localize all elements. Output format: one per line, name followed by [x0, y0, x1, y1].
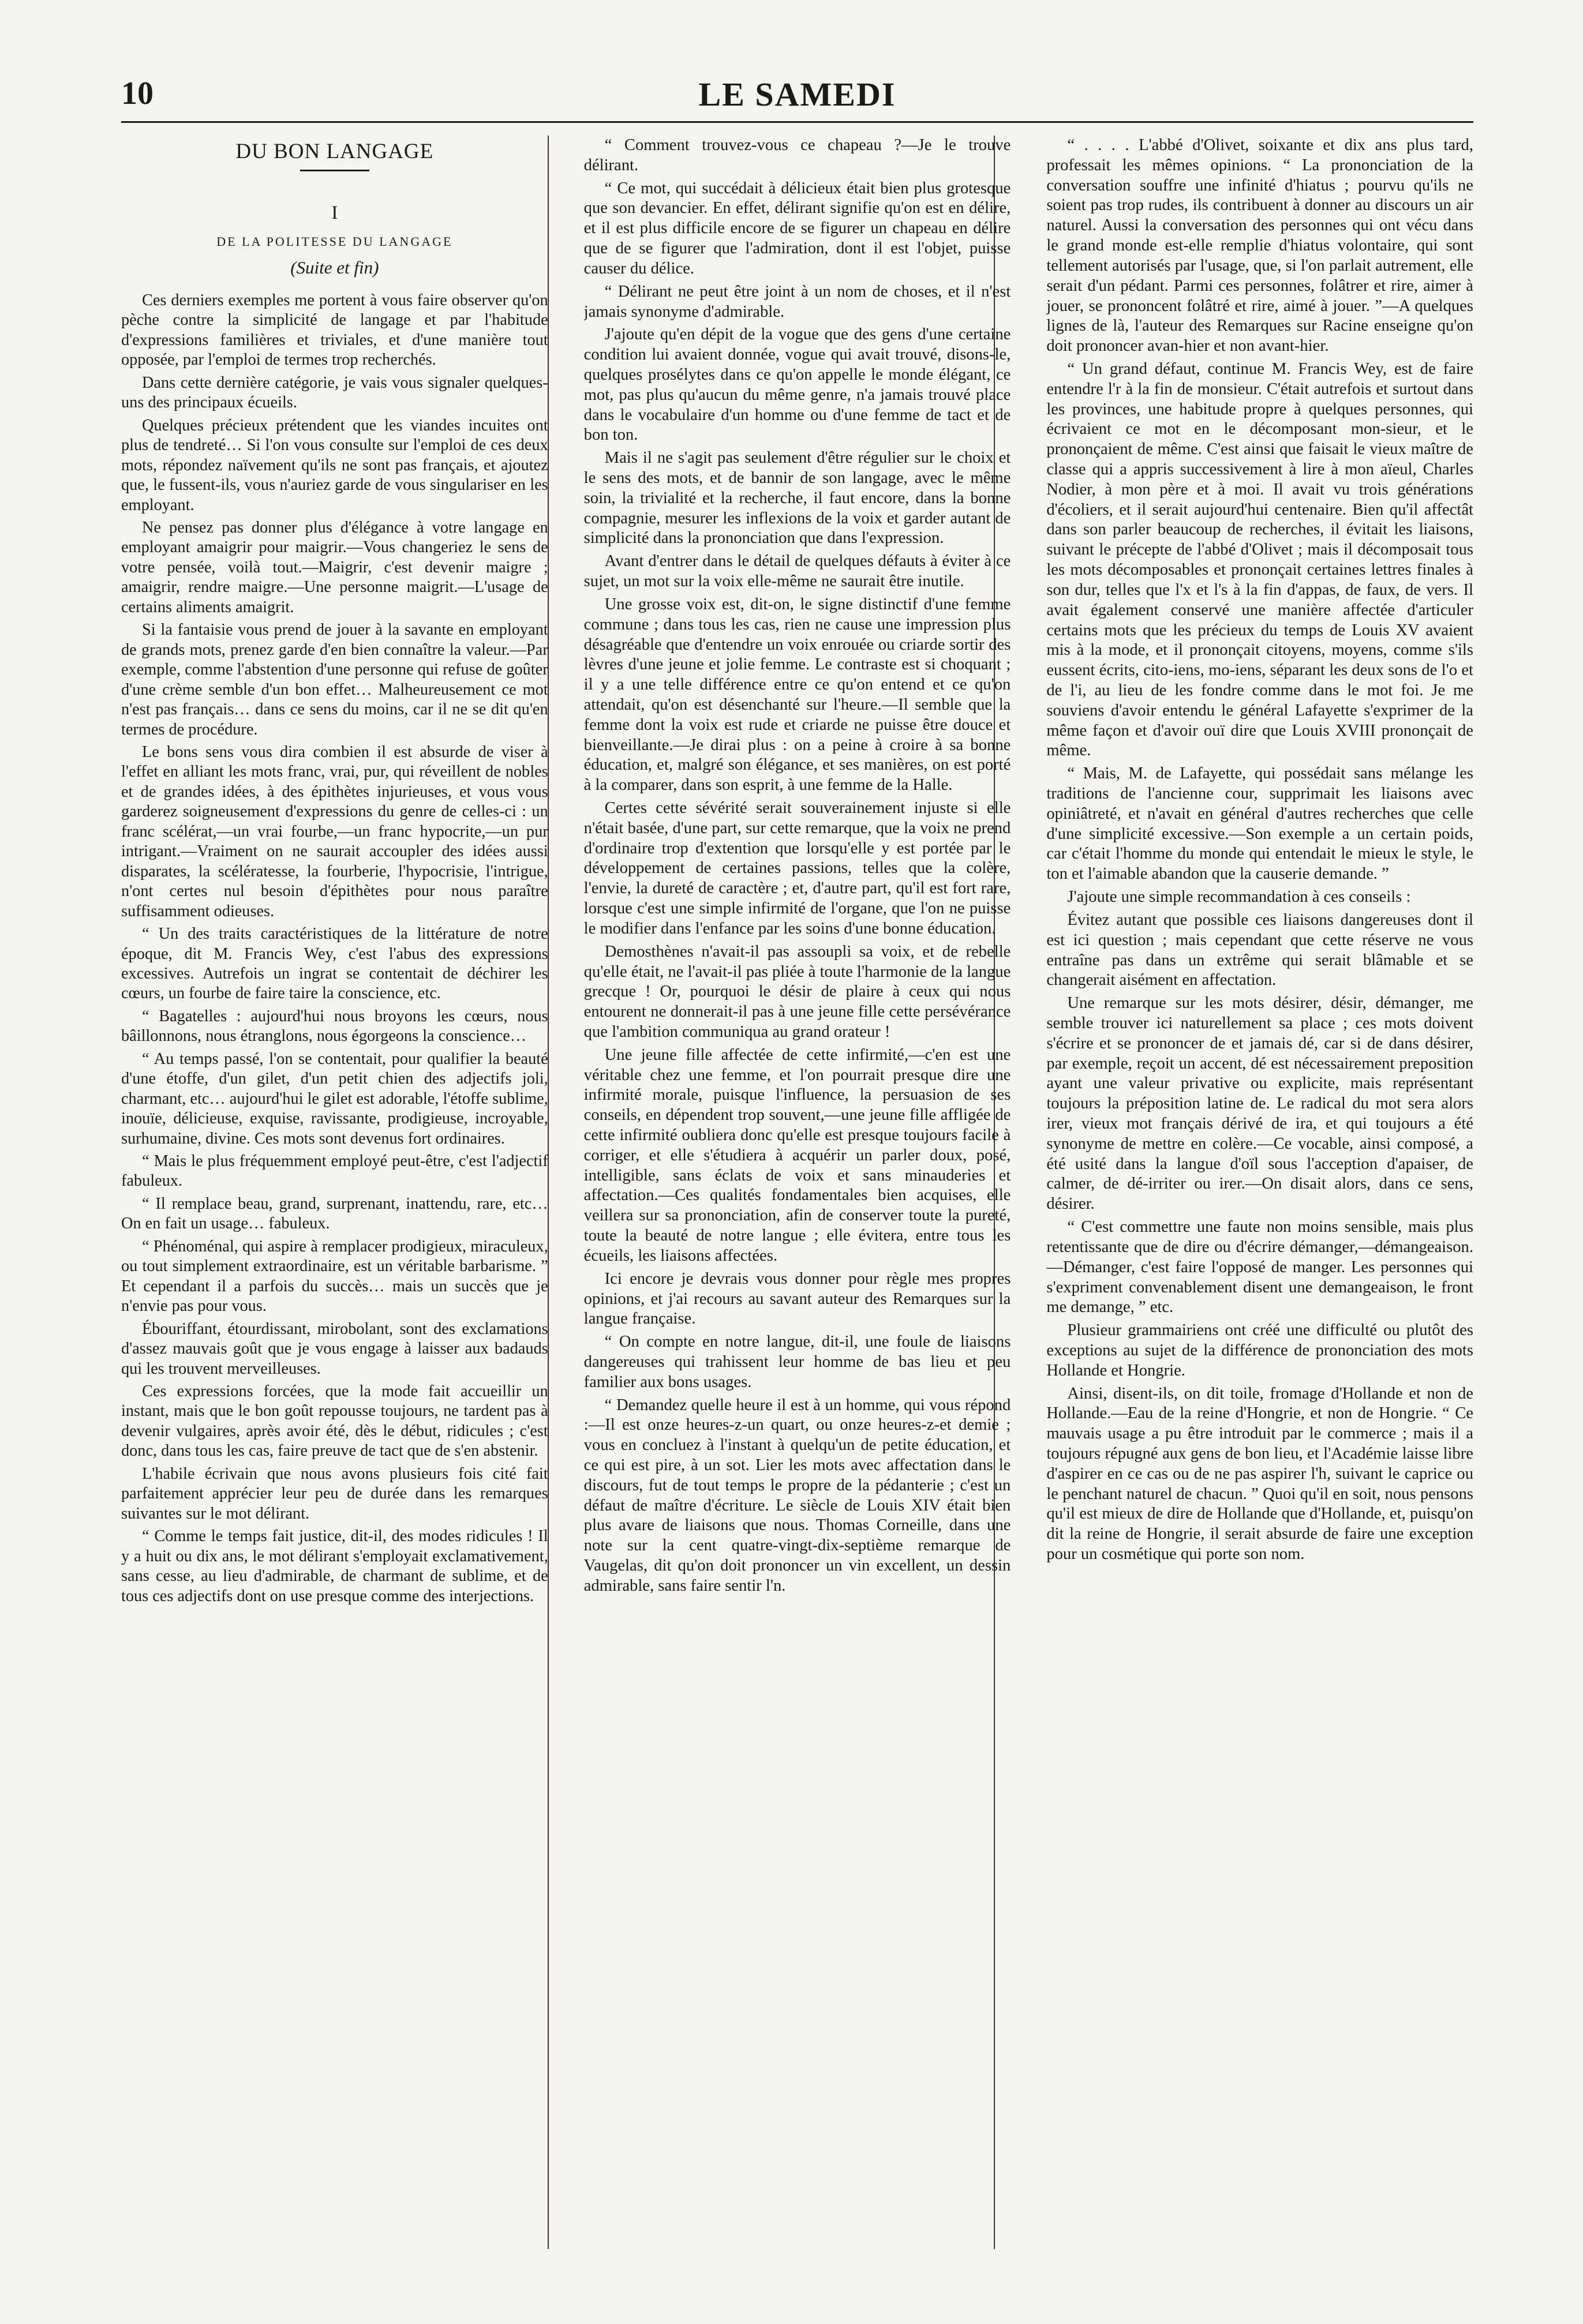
article-columns	[121, 136, 1473, 2249]
paragraph: Une jeune fille affectée de cette infirmité,—c'en est une véritable chez une femme, et l'on pourrait presque dire une infirmité morale, puisque l'influence, la persuasion de ses conseils, en dépendent trop souvent,—une jeune fille affligée de cette infirmité oubliera donc qu'elle est presque toujours facile à corriger, et elle s'étudiera à acquérir un parler doux, posé, intelligible, sans éclats de voix et sans minauderies et affectation.—Ces qualités fondamentales bien acquises, elle veillera sur sa prononciation, afin de conserver toute la pureté, toute la beauté de notre langue ; elle évitera, entre tous les écueils, les liaisons affectées.	[583, 1045, 1011, 1265]
paragraph: Le bons sens vous dira combien il est absurde de viser à l'effet en alliant les mots franc, vrai, pur, qui réveillent de nobles et de grandes idées, à des épithètes injurieuses, et vous vous garderez soigneusement d'expressions du genre de celles-ci : un franc scélérat,—un vrai fourbe,—un franc hypocrite,—un pur intrigant.—Vraiment on ne saurait accoupler des idées aussi disparates, la scélératesse, la fourberie, l'hypocrisie, l'intrigue, n'ont certes nul besoin d'épithètes pour nous paraître suffisamment odieuses.	[121, 743, 548, 920]
masthead: LE SAMEDI	[698, 76, 896, 113]
part-subtitle: (Suite et fin)	[290, 257, 379, 278]
paragraph: Quelques précieux prétendent que les viandes incuites ont plus de tendreté… Si l'on vous consulte sur l'emploi de ces deux mots, répondez naïvement qu'ils ne sont pas français, et ajoutez que, le fussent-ils, vous n'auriez garde de vous singulariser en les employant.	[121, 416, 548, 514]
paragraph: Ces derniers exemples me portent à vous faire observer qu'on pèche contre la simplicité de langage et par l'habitude d'expressions familières et triviales, et d'une manière tout opposée, par l'emploi de termes trop recherchés.	[121, 291, 548, 369]
paragraph: J'ajoute qu'en dépit de la vogue que des gens d'une certaine condition lui avaient donnée, vogue qui avait trouvé, disons-le, quelques prosélytes dans ce qu'on appelle le monde élégant, ce mot, pas plus qu'aucun du même genre, n'a jamais trouvé place dans le vocabulaire d'un homme ou d'une femme de tact et de bon ton.	[583, 325, 1011, 444]
part-title: DE LA POLITESSE DU LANGAGE	[216, 234, 453, 249]
paragraph: “ Mais le plus fréquemment employé peut-être, c'est l'adjectif fabuleux.	[121, 1152, 548, 1190]
paragraph: “ Phénoménal, qui aspire à remplacer prodigieux, miraculeux, ou tout simplement extraordinaire, est un véritable barbarisme. ” Et cependant il a parfois du succès… mais un succès que je n'envie pas pour vous.	[121, 1237, 548, 1315]
column-3	[1046, 136, 1473, 2249]
paragraph: “ Comment trouvez-vous ce chapeau ?—Je le trouve délirant.	[583, 136, 1011, 174]
paragraph: Si la fantaisie vous prend de jouer à la savante en employant de grands mots, prenez garde d'en bien connaître la valeur.—Par exemple, comme l'abstention d'une personne qui refuse de goûter d'une crème semble d'un bon effet… Malheureusement ce mot n'est pas français… dans ce sens du moins, car il ne se dit qu'en termes de procédure.	[121, 621, 548, 739]
paragraph: L'habile écrivain que nous avons plusieurs fois cité fait parfaitement apprécier leur peu de durée dans les remarques suivantes sur le mot délirant.	[121, 1464, 548, 1523]
paragraph: “ On compte en notre langue, dit-il, une foule de liaisons dangereuses qui trahissent leur homme de bas lieu et peu familier aux bons usages.	[583, 1333, 1011, 1391]
paragraph: “ Au temps passé, l'on se contentait, pour qualifier la beauté d'une étoffe, d'un gilet, d'un petit chien des adjectifs joli, charmant, etc… aujourd'hui le gilet est adorable, l'étoffe sublime, inouïe, délicieuse, exquise, ravissante, prodigieuse, incroyable, surhumaine, divine. Ces mots sont devenus fort ordinaires.	[121, 1049, 548, 1148]
paragraph: Demosthènes n'avait-il pas assoupli sa voix, et de rebelle qu'elle était, ne l'avait-il pas pliée à toute l'harmonie de la langue grecque ! Or, pourquoi le désir de plaire à ceux qui nous entourent ne donnerait-il pas à une jeune fille cette persévérance que l'ambition communiqua au grand orateur !	[583, 942, 1011, 1041]
column-2	[584, 136, 1011, 2249]
paragraph: Ces expressions forcées, que la mode fait accueillir un instant, mais que le bon goût repousse toujours, ne tardent pas à devenir vulgaires, après avoir été, dès le début, ridicules ; c'est donc, dans tous les cas, faire preuve de tact que de s'en abstenir.	[121, 1382, 548, 1460]
paragraph: “ Demandez quelle heure il est à un homme, qui vous répond :—Il est onze heures-z-un quart, ou onze heures-z-et demie ; vous en concluez à l'instant à quelqu'un de petite éducation, et ce qui est pire, à un sot. Lier les mots avec affectation dans le discours, fut de tout temps le propre de la pédanterie ; c'est un défaut de maître d'écriture. Le siècle de Louis XIV était bien plus avare de liaisons que nous. Thomas Corneille, dans une note sur la cent quatre-vingt-dix-septième remarque de Vaugelas, dit qu'on doit prononcer un vin excellent, un dessin admirable, sans faire sentir l'n.	[583, 1396, 1011, 1595]
paragraph: Une grosse voix est, dit-on, le signe distinctif d'une femme commune ; dans tous les cas, rien ne cause une impression plus désagréable que d'entendre un voix enrouée ou criarde sortir des lèvres d'une jeune et jolie femme. Le contraste est si choquant ; il y a une telle différence entre ce qu'on entend et ce qu'on attendait, qu'on est désenchanté sur l'heure.—Il semble que la femme dont la voix est rude et criarde ne puisse être douce et bienveillante.—Je dirai plus : on a peine à croire à sa bonne éducation, et, malgré son élégance, et ses manières, on est porté à la comparer, dans son esprit, à une femme de la Halle.	[583, 595, 1011, 794]
paragraph: “ Il remplace beau, grand, surprenant, inattendu, rare, etc… On en fait un usage… fabuleux.	[121, 1194, 548, 1233]
paragraph: Avant d'entrer dans le détail de quelques défauts à éviter à ce sujet, un mot sur la voix elle-même ne saurait être inutile.	[583, 552, 1011, 591]
paragraph: Plusieur grammairiens ont créé une difficulté ou plutôt des exceptions au sujet de la différence de prononciation des mots Hollande et Hongrie.	[1046, 1321, 1473, 1380]
paragraph: Ne pensez pas donner plus d'élégance à votre langage en employant amaigrir pour maigrir.—Vous changeriez le sens de votre pensée, voilà tout.—Maigrir, c'est devenir maigre ; amaigrir, rendre maigre.—Une personne maigrit.—L'usage de certains aliments amaigrit.	[121, 518, 548, 616]
page-number: 10	[121, 76, 154, 111]
paragraph: Dans cette dernière catégorie, je vais vous signaler quelques-uns des principaux écueils.	[121, 373, 548, 412]
paragraph: “ C'est commettre une faute non moins sensible, mais plus retentissante que de dire ou d'écrire démanger,—démangeaison.—Démanger, c'est faire l'opposé de manger. Les personnes qui s'expriment convenablement disent une demangeaison, le front me demange, ” etc.	[1046, 1218, 1473, 1317]
paragraph: “ Un grand défaut, continue M. Francis Wey, est de faire entendre l'r à la fin de monsieur. C'était autrefois et surtout dans les provinces, une habitude propre à quelques personnes, qui écrivaient ce mot en le décomposant mon-sieur, et le prononçaient de même. C'est ainsi que faisait le vieux maître de classe qui a appris successivement à lire à mon aïeul, Charles Nodier, à mon père et à moi. Il avait vu trois générations d'écoliers, et il serait aujourd'hui centenaire. Bien qu'il affectât dans son parler beaucoup de recherches, il évitait les liaisons, suivant le précepte de l'abbé d'Olivet ; mais il décomposait tous les mots décomposables et prononçait certaines lettres finales à son dur, telles que l'x et l's à la fin d'appas, de faux, de vers. Il avait également conservé une manière affectée d'articuler certains mots que les précieux du temps de Louis XV avaient mis à la mode, et il prononçait citoyens, moyens, comme s'ils eussent écrits, cito-iens, mo-iens, séparant les deux sons de l'o et de l'i, au lieu de les fondre comme dans le mot foi. Je me souviens d'avoir entendu le général Lafayette s'exprimer de la même façon et d'avoir ouï dire que Louis XVIII prononçait de même.	[1046, 359, 1473, 760]
paragraph: Ici encore je devrais vous donner pour règle mes propres opinions, et j'ai recours au savant auteur des Remarques sur la langue française.	[583, 1269, 1011, 1328]
title-rule	[300, 170, 369, 171]
paragraph: “ Mais, M. de Lafayette, qui possédait sans mélange les traditions de l'ancienne cour, supprimait les liaisons avec opiniâtreté, et n'avait en général d'autres recherches que celle d'une simplicité excessive.—Son exemple a un certain poids, car c'était l'homme du monde qui entendait le mieux le style, le ton et l'aimable abandon que la causerie demande. ”	[1046, 764, 1473, 883]
paragraph: “ Délirant ne peut être joint à un nom de choses, et il n'est jamais synonyme d'admirable.	[583, 282, 1011, 321]
page-header	[121, 75, 1473, 123]
paragraph: Ainsi, disent-ils, on dit toile, fromage d'Hollande et non de Hollande.—Eau de la reine d'Hongrie, et non de Hongrie. “ Ce mauvais usage a pu être introduit par le commerce ; mais il a toujours répugné aux gens de bon lieu, et l'Académie laisse libre d'aspirer en ce cas ou de ne pas aspirer l'h, suivant le caprice ou le penchant naturel de chacun. ” Quoi qu'il en soit, nous pensons qu'il est mieux de dire de Hollande que d'Hollande, et, puisqu'on dit la reine de Hongrie, il serait absurde de faire une exception pour un cosmétique qui porte son nom.	[1046, 1384, 1473, 1564]
column-1	[121, 136, 548, 2249]
article-title: DU BON LANGAGE	[235, 140, 434, 163]
paragraph: “ Bagatelles : aujourd'hui nous broyons les cœurs, nous bâillonnons, nous étranglons, nous égorgeons la conscience…	[121, 1007, 548, 1045]
paragraph: “ Ce mot, qui succédait à délicieux était bien plus grotesque que son devancier. En effet, délirant signifie qu'on est en délire, et il est plus difficile encore de se figurer un chapeau en délire que de se figurer que l'admiration, dont il est l'objet, puisse causer du délice.	[583, 179, 1011, 278]
paragraph: Certes cette sévérité serait souverainement injuste si elle n'était basée, d'une part, sur cette remarque, que la voix ne prend d'ordinaire trop d'extention que lorsqu'elle y est portée par le développement de certaines passions, telles que la colère, l'envie, la dureté de caractère ; et, d'autre part, qu'il est fort rare, lorsque c'est une simple infirmité de l'organe, que l'on ne puisse le modifier dans l'enfance par les soins d'une bonne éducation.	[583, 799, 1011, 938]
paragraph: “ Un des traits caractéristiques de la littérature de notre époque, dit M. Francis Wey, c'est l'abus des expressions excessives. Autrefois un ingrat se contentait de déchirer les cœurs, un fourbe de faire taire la conscience, etc.	[121, 925, 548, 1003]
paragraph: Ébouriffant, étourdissant, mirobolant, sont des exclamations d'assez mauvais goût que je vous engage à laisser aux badauds qui les trouvent merveilleuses.	[121, 1320, 548, 1378]
part-number: I	[331, 203, 338, 223]
paragraph: Évitez autant que possible ces liaisons dangereuses dont il est ici question ; mais cependant que cette réserve ne vous entraîne pas dans un extrême qui serait blâmable et se changerait aisément en affectation.	[1046, 910, 1473, 989]
paragraph: “ Comme le temps fait justice, dit-il, des modes ridicules ! Il y a huit ou dix ans, le mot délirant s'employait exclamativement, sans cesse, au lieu d'admirable, de charmant de sublime, et de tous ces adjectifs dont on use presque comme des interjections.	[121, 1527, 548, 1605]
paragraph: Mais il ne s'agit pas seulement d'être régulier sur le choix et le sens des mots, et de bannir de son langage, avec le même soin, la trivialité et la recherche, il faut encore, dans la bonne compagnie, mesurer les inflexions de la voix et garder autant de simplicité dans la prononciation que dans l'expression.	[583, 449, 1011, 548]
paragraph: J'ajoute une simple recommandation à ces conseils :	[1067, 888, 1411, 906]
paragraph: Une remarque sur les mots désirer, désir, démanger, me semble trouver ici naturellement sa place ; ces mots doivent s'écrire et se prononcer de et jamais dé, car si de dans désirer, par exemple, reçoit un accent, dé est nécessairement preposition ayant une valeur privative ou explicite, mais représentant toujours la préposition latine de. Le radical du mot sera alors irer, vieux mot français dérivé de ira, et qui toujours a été synonyme de mettre en colère.—Ce vocable, ainsi composé, a été usité dans la langue d'oïl sous l'acception d'apaiser, de calmer, de dé-irriter ou irer.—On disait alors, dans ce sens, désirer.	[1046, 994, 1473, 1213]
column-1-text	[121, 291, 548, 1606]
paragraph: “ . . . . L'abbé d'Olivet, soixante et dix ans plus tard, professait les mêmes opinions. “ La prononciation de la conversation souffre une infinité d'hiatus ; pourvu qu'ils ne soient pas trop rudes, ils contribuent à donner au discours un air naturel. Aussi la conversation des personnes qui ont vécu dans le grand monde est-elle remplie d'hiatus volontaire, qui sont tellement autorisés par l'usage, que, si l'on parlait autrement, elle serait d'un pédant. Parmi ces personnes, folâtrer et rire, aimer à jouer, se prononcent folâtré et rire, aimé à jouer. ”—A quelques lignes de là, l'auteur des Remarques sur Racine enseigne qu'on doit prononcer avan-hier et non avant-hier.	[1046, 136, 1473, 355]
